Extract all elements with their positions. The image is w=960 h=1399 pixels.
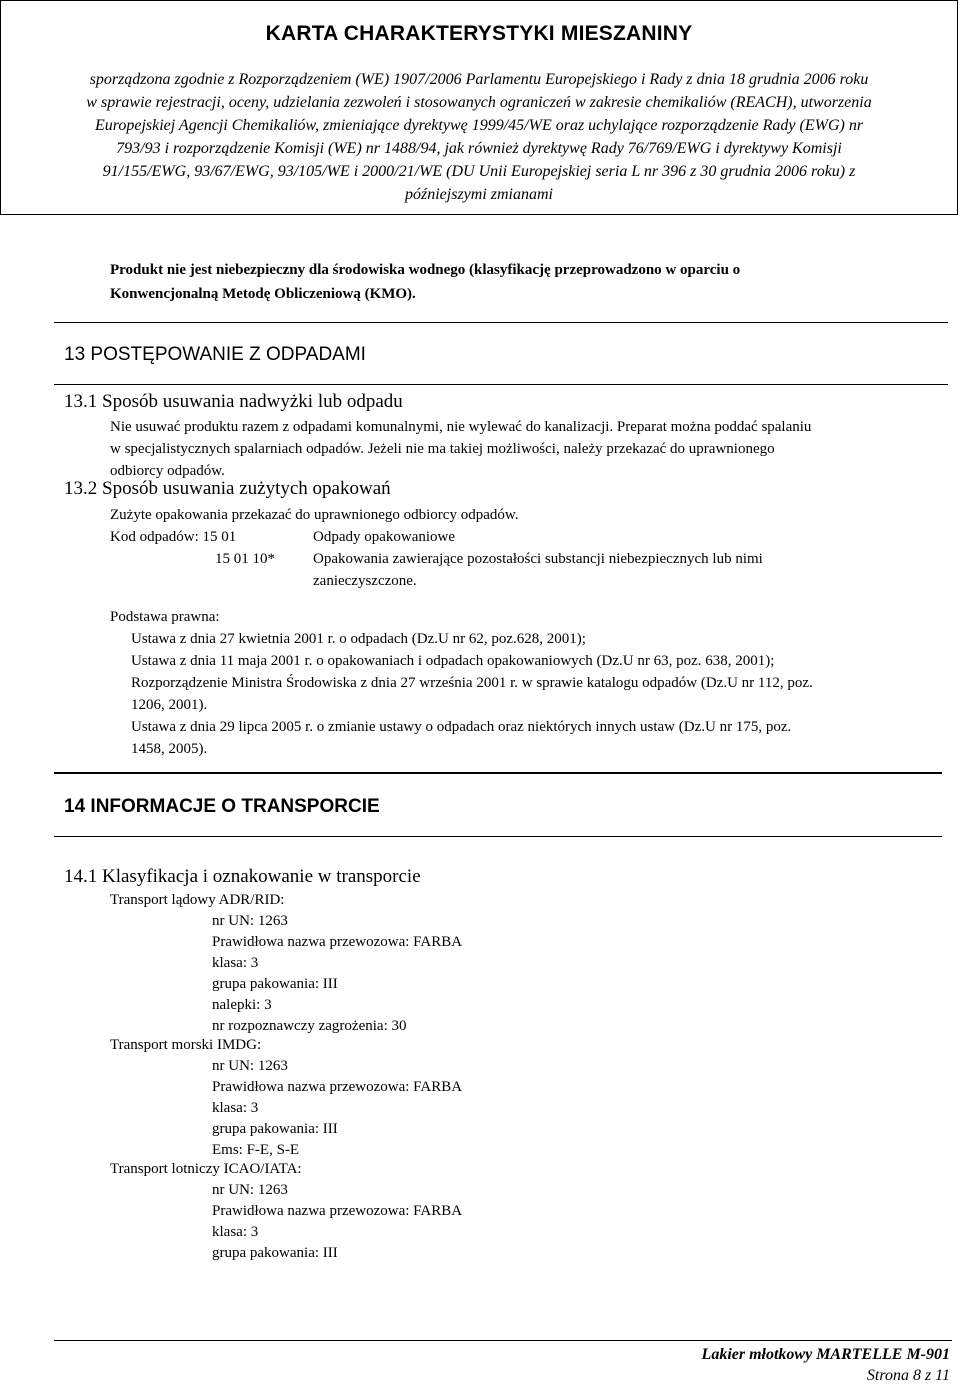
transport-item: nr rozpoznawczy zagrożenia: 30 bbox=[212, 1018, 407, 1034]
waste-code-label: Kod odpadów: 15 01 bbox=[110, 529, 237, 545]
section-14-1-heading: 14.1 Klasyfikacja i oznakowanie w transporcie bbox=[64, 866, 421, 887]
environment-note: Produkt nie jest niebezpieczny dla środowiska wodnego (klasyfikację przeprowadzono w oparciu o bbox=[110, 262, 741, 278]
transport-item: nalepki: 3 bbox=[212, 997, 272, 1013]
legal-reference: Rozporządzenie Ministra Środowiska z dnia 27 września 2001 r. w sprawie katalogu odpadów (Dz.U nr 112, poz. bbox=[131, 675, 813, 691]
packaging-text: Zużyte opakowania przekazać do uprawnionego odbiorcy odpadów. bbox=[110, 507, 519, 523]
footer-divider bbox=[54, 1340, 952, 1341]
section-divider bbox=[54, 322, 948, 323]
legal-reference: 1458, 2005). bbox=[131, 741, 208, 757]
waste-code-description: Opakowania zawierające pozostałości substancji niebezpiecznych lub nimi bbox=[313, 551, 763, 567]
waste-code: 15 01 10* bbox=[215, 551, 275, 567]
section-13-1-heading: 13.1 Sposób usuwania nadwyżki lub odpadu bbox=[64, 391, 403, 412]
regulation-line: Europejskiej Agencji Chemikaliów, zmieniające dyrektywę 1999/45/WE oraz uchylające rozporządzenie Rady (EWG) nr bbox=[94, 117, 864, 134]
legal-reference: Ustawa z dnia 29 lipca 2005 r. o zmianie ustawy o odpadach oraz niektórych innych ustaw (Dz.U nr 175, poz. bbox=[131, 719, 792, 735]
disposal-text: odbiorcy odpadów. bbox=[110, 463, 225, 479]
transport-item: Prawidłowa nazwa przewozowa: FARBA bbox=[212, 1079, 463, 1095]
section-divider bbox=[54, 836, 942, 837]
section-divider bbox=[54, 772, 942, 774]
section-divider bbox=[54, 384, 948, 385]
legal-reference: Ustawa z dnia 11 maja 2001 r. o opakowaniach i odpadach opakowaniowych (Dz.U nr 63, poz. 638, 2001); bbox=[131, 653, 775, 669]
transport-sea-label: Transport morski IMDG: bbox=[110, 1037, 262, 1053]
legal-reference: 1206, 2001). bbox=[131, 697, 208, 713]
regulation-line: sporządzona zgodnie z Rozporządzeniem (WE) 1907/2006 Parlamentu Europejskiego i Rady z dnia 18 grudnia 2006 roku bbox=[89, 71, 869, 88]
regulation-reference bbox=[40, 68, 918, 206]
section-13-heading: 13 POSTĘPOWANIE Z ODPADAMI bbox=[64, 344, 366, 365]
transport-item: klasa: 3 bbox=[212, 1100, 259, 1116]
environment-note: Konwencjonalną Metodę Obliczeniową (KMO). bbox=[110, 286, 416, 302]
disposal-text: w specjalistycznych spalarniach odpadów. Jeżeli nie ma takiej możliwości, należy przekazać do uprawnionego bbox=[110, 441, 775, 457]
transport-item: grupa pakowania: III bbox=[212, 1121, 338, 1137]
section-13-2-heading: 13.2 Sposób usuwania zużytych opakowań bbox=[64, 478, 391, 499]
transport-item: Ems: F-E, S-E bbox=[212, 1142, 300, 1158]
transport-item: grupa pakowania: III bbox=[212, 1245, 338, 1261]
transport-item: klasa: 3 bbox=[212, 1224, 259, 1240]
regulation-line: 793/93 i rozporządzenie Komisji (WE) nr 1488/94, jak również dyrektywę Rady 76/769/EWG i dyrektywy Komisji bbox=[116, 140, 842, 157]
legal-reference: Ustawa z dnia 27 kwietnia 2001 r. o odpadach (Dz.U nr 62, poz.628, 2001); bbox=[131, 631, 586, 647]
document-title: KARTA CHARAKTERYSTYKI MIESZANINY bbox=[265, 22, 693, 45]
regulation-line: w sprawie rejestracji, oceny, udzielania zezwoleń i stosowanych ograniczeń w zakresie chemikaliów (REACH), utworzenia bbox=[86, 94, 872, 111]
legal-basis-label: Podstawa prawna: bbox=[110, 609, 220, 625]
waste-code-description: zanieczyszczone. bbox=[313, 573, 417, 589]
disposal-text: Nie usuwać produktu razem z odpadami komunalnymi, nie wylewać do kanalizacji. Preparat można poddać spalaniu bbox=[110, 419, 812, 435]
regulation-line: późniejszymi zmianami bbox=[405, 186, 553, 203]
transport-item: grupa pakowania: III bbox=[212, 976, 338, 992]
transport-item: klasa: 3 bbox=[212, 955, 259, 971]
section-14-heading: 14 INFORMACJE O TRANSPORCIE bbox=[64, 796, 380, 817]
transport-item: Prawidłowa nazwa przewozowa: FARBA bbox=[212, 1203, 463, 1219]
footer-product-name: Lakier młotkowy MARTELLE M-901 bbox=[701, 1346, 950, 1363]
transport-land-label: Transport lądowy ADR/RID: bbox=[110, 892, 285, 908]
transport-item: nr UN: 1263 bbox=[212, 1182, 288, 1198]
transport-air-label: Transport lotniczy ICAO/IATA: bbox=[110, 1161, 302, 1177]
page-number: Strona 8 z 11 bbox=[866, 1367, 950, 1384]
transport-item: nr UN: 1263 bbox=[212, 913, 288, 929]
transport-item: nr UN: 1263 bbox=[212, 1058, 288, 1074]
waste-code-description: Odpady opakowaniowe bbox=[313, 529, 456, 545]
regulation-line: 91/155/EWG, 93/67/EWG, 93/105/WE i 2000/21/WE (DU Unii Europejskiej seria L nr 396 z 30 grudnia 2006 roku) z bbox=[102, 163, 856, 180]
transport-item: Prawidłowa nazwa przewozowa: FARBA bbox=[212, 934, 463, 950]
